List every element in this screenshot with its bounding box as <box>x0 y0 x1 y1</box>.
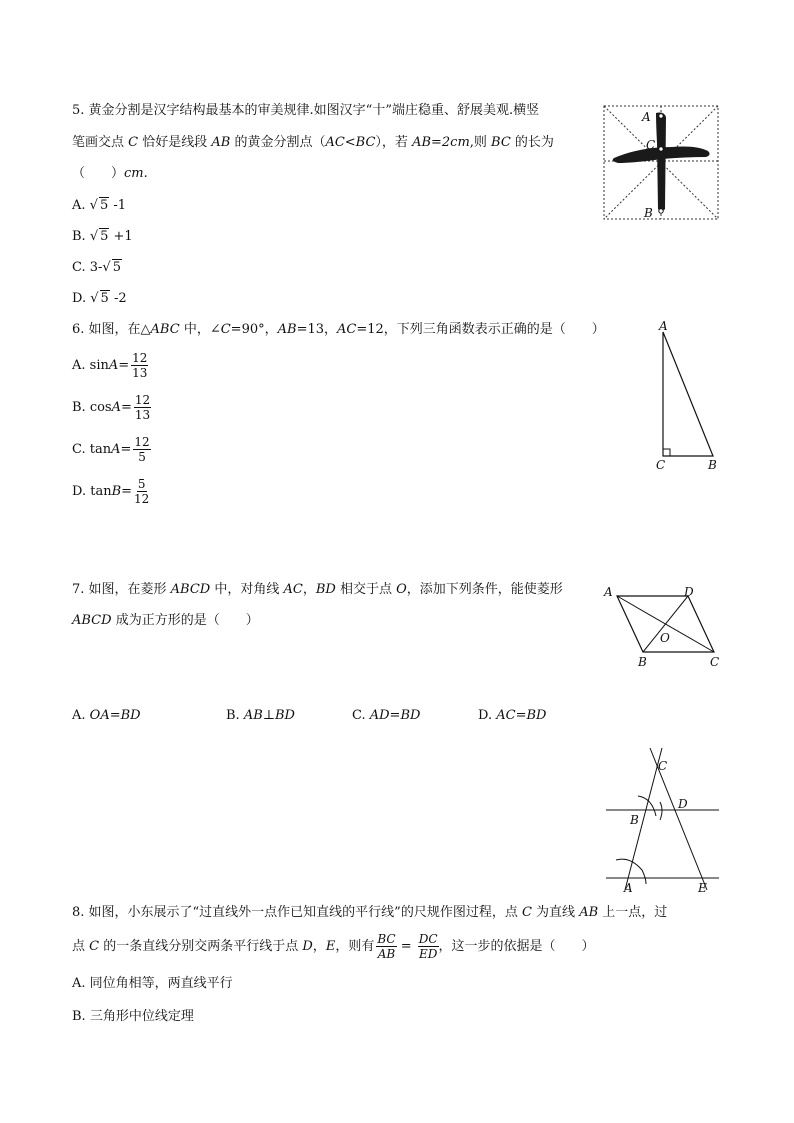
q7-line2: ABCD 成为正方形的是（ ） <box>72 613 259 628</box>
q5-fig-label-b: B <box>644 206 653 220</box>
fraction: $\frac{BC}{AB}$ <box>377 932 396 961</box>
sqrt-symbol: √ 5 <box>90 291 109 306</box>
q7-fig-label-o: O <box>660 631 670 645</box>
q7-line1: 7. 如图，在菱形 ABCD 中，对角线 AC，BD 相交于点 O，添加下列条件，能使菱形 <box>72 582 563 597</box>
q6-stem: 6. 如图，在△ABC 中，∠C=90°，AB=13，AC=12，下列三角函数表示正确的是（ ） <box>72 322 605 337</box>
q7-option-c[interactable]: C. AD=BD <box>352 708 421 723</box>
q6-option-d[interactable]: D. tanB= $\frac{5}{12}$ <box>72 477 150 506</box>
q7-fig-label-a: A <box>604 585 613 599</box>
q8-fig-label-c: C <box>658 759 668 773</box>
q5-line1: 5. 黄金分割是汉字结构最基本的审美规律.如图汉字“十”端庄稳重、舒展美观.横竖 <box>72 103 540 118</box>
q5-fig-label-a: A <box>642 110 651 124</box>
q6-option-c[interactable]: C. tanA= $\frac{12}{5}$ <box>72 435 150 464</box>
q5-option-a[interactable]: A. √ 5 -1 <box>72 198 127 213</box>
fraction: $\frac{5}{12}$ <box>134 477 150 506</box>
q8-line2: 点 C 的一条直线分别交两条平行线于点 D，E，则有 $\frac{BC}{AB}$ = $\frac{DC}{ED}$ ，这一步的依据是（ ） <box>72 932 595 961</box>
fraction: $\frac{12}{13}$ <box>134 393 151 422</box>
q5-fig-label-c: C <box>646 138 656 152</box>
q8-figure-parallel-construction <box>600 742 724 894</box>
q6-option-a[interactable]: A. sinA= $\frac{12}{13}$ <box>72 351 148 380</box>
q7-fig-label-c: C <box>710 655 720 669</box>
q7-figure-rhombus <box>600 580 730 672</box>
q5-line2: 笔画交点 C 恰好是线段 AB 的黄金分割点（AC<BC），若 AB=2cm,则 BC 的长为 <box>72 135 554 150</box>
fraction: $\frac{DC}{ED}$ <box>418 932 438 961</box>
q6-option-b[interactable]: B. cosA= $\frac{12}{13}$ <box>72 393 151 422</box>
q8-line1: 8. 如图，小东展示了“过直线外一点作已知直线的平行线”的尺规作图过程，点 C 为直线 AB 上一点，过 <box>72 905 668 920</box>
q8-fig-label-b: B <box>630 813 639 827</box>
q6-fig-label-b: B <box>708 458 717 472</box>
sqrt-symbol: √ 5 <box>102 260 121 275</box>
q8-fig-label-d: D <box>678 797 688 811</box>
q8-option-a[interactable]: A. 同位角相等，两直线平行 <box>72 976 233 991</box>
q8-fig-label-a: A <box>624 881 633 894</box>
q7-option-a[interactable]: A. OA=BD <box>72 708 141 723</box>
fraction: $\frac{12}{13}$ <box>132 351 148 380</box>
q7-fig-label-d: D <box>684 585 694 599</box>
q6-fig-label-c: C <box>656 458 666 472</box>
q8-fig-label-e: E <box>698 881 707 894</box>
q7-option-b[interactable]: B. AB⊥BD <box>226 708 295 723</box>
q5-figure-shi-character <box>600 103 722 221</box>
q5-option-b[interactable]: B. √ 5 +1 <box>72 229 133 244</box>
q5-option-d[interactable]: D. √ 5 -2 <box>72 291 127 306</box>
sqrt-symbol: √ 5 <box>89 229 109 244</box>
q8-option-b[interactable]: B. 三角形中位线定理 <box>72 1009 194 1024</box>
fraction: $\frac{12}{5}$ <box>134 435 150 464</box>
q5-option-c[interactable]: C. 3-√ 5 <box>72 260 121 275</box>
sqrt-symbol: √ 5 <box>89 198 109 213</box>
q7-fig-label-b: B <box>638 655 647 669</box>
q6-figure-right-triangle <box>650 318 730 474</box>
q5-line3: （ ）cm. <box>72 166 148 181</box>
q6-fig-label-a: A <box>659 319 668 333</box>
q7-option-d[interactable]: D. AC=BD <box>478 708 547 723</box>
